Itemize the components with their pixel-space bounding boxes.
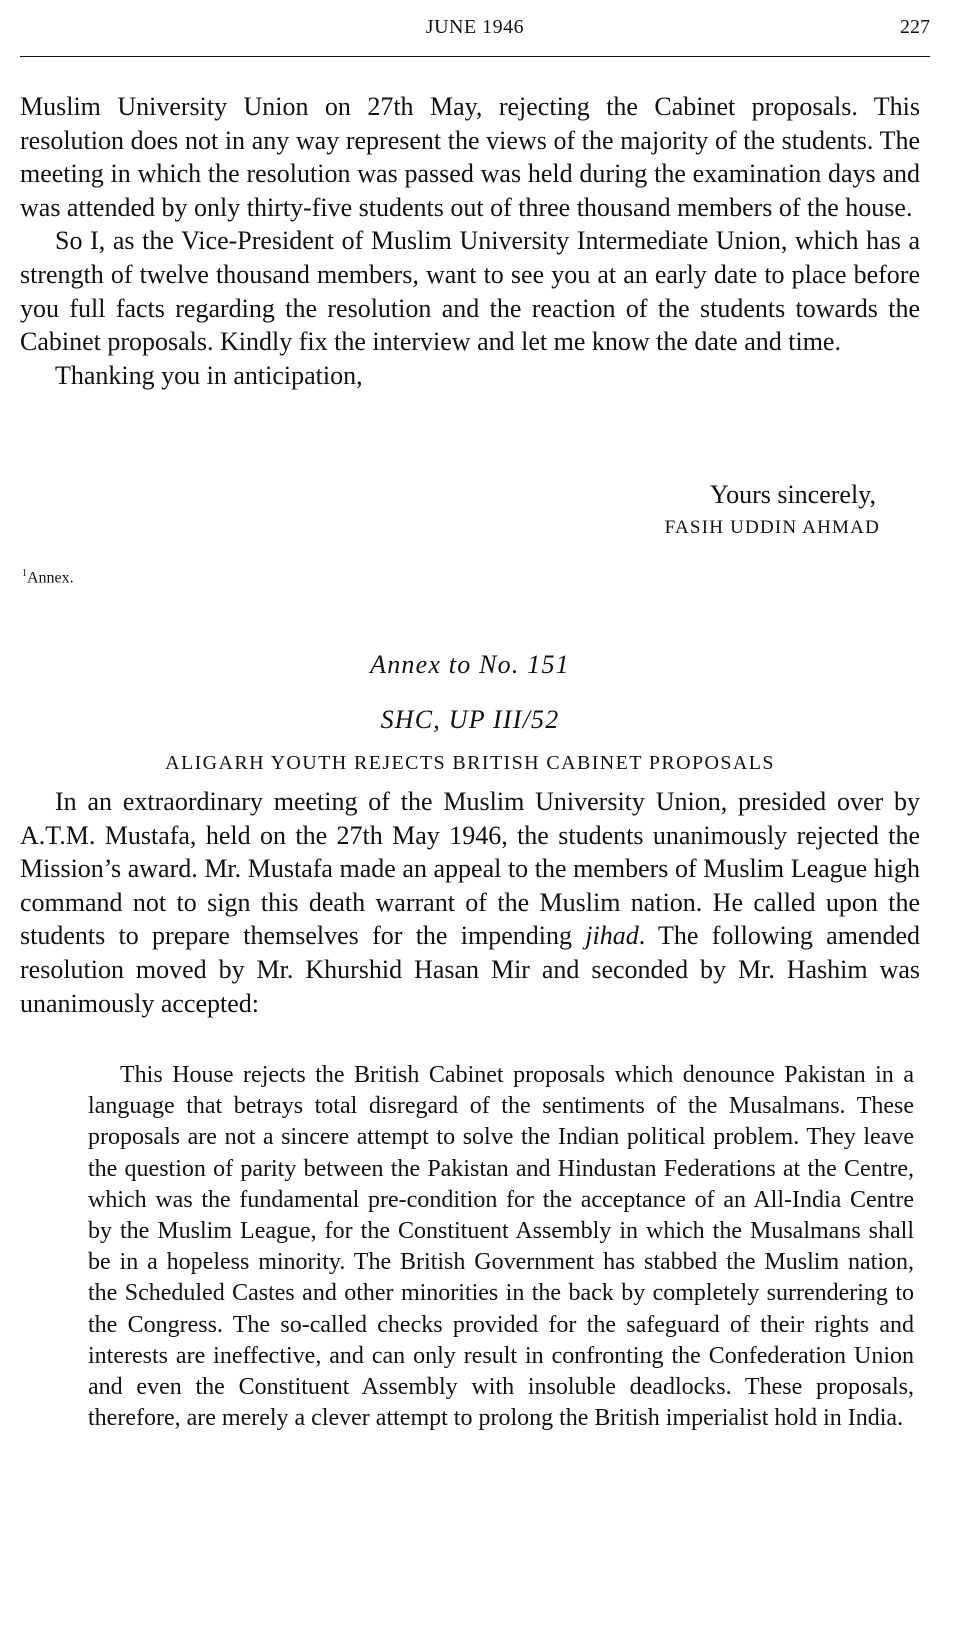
annex-headline: ALIGARH YOUTH REJECTS BRITISH CABINET PROPOSALS	[165, 752, 775, 774]
signature: FASIH UDDIN AHMAD	[664, 517, 880, 538]
resolution-quote: This House rejects the British Cabinet proposals which denounce Pakistan in a language that betrays total disregard of the sentiments of the Musalmans. These proposals are not a sincere attempt to solve the Indian political problem. They leave the question of parity between the Pakistan and Hindustan Federations at the Centre, which was the fundamental pre-condition for the acceptance of an All-India Centre by the Muslim League, for the Constituent Assembly in which the Musalmans shall be in a hopeless minority. The British Government has stabbed the Muslim nation, the Scheduled Castes and other minorities in the back by completely surrendering to the Congress. The so-called checks provided for the safeguard of their rights and interests are ineffective, and can only result in confronting the Confederation Union and even the Constituent Assembly with insoluble deadlocks. These proposals, therefore, are merely a clever attempt to prolong the British imperialist hold in India.	[88, 1062, 914, 1432]
intro-text-before: In an extraordinary meeting of the Muslim University Union, presided over by A.T.M. Mustafa, held on the 27th May 1946, the students unanimously rejected the Mission’s award. Mr. Mustafa made an appeal to the members of Muslim League high command not to sign this death warrant of the Muslim nation. He called upon the students to prepare themselves for the impending	[20, 787, 920, 951]
page-number: 227	[900, 16, 930, 38]
closing-salutation: Yours sincerely,	[709, 480, 876, 509]
intro-text-after: . The following amended resolution moved by Mr. Khurshid Hasan Mir and seconded by Mr. Hashim was unanimously accepted:	[20, 921, 921, 1018]
intro-italic-term: jihad	[585, 921, 639, 951]
letter-paragraph-2: So I, as the Vice-President of Muslim University Intermediate Union, which has a strength of twelve thousand members, want to see you at an early date to place before you full facts regarding the resolution and the reaction of the students towards the Cabinet proposals. Kindly fix the interview and let me know the date and time.	[20, 226, 920, 357]
header-rule	[20, 56, 930, 57]
annex-intro	[20, 785, 920, 1020]
annex-title: Annex to No. 151	[370, 650, 570, 679]
annex-intro-paragraph	[20, 785, 920, 1020]
letter-paragraph-3: Thanking you in anticipation,	[55, 360, 363, 390]
running-head	[20, 16, 930, 46]
letter-paragraph-1: Muslim University Union on 27th May, rejecting the Cabinet proposals. This resolution does not in any way represent the views of the majority of the students. The meeting in which the resolution was passed was held during the examination days and was attended by only thirty-five students out of three thousand members of the house.	[20, 92, 920, 222]
footnote-text: Annex.	[27, 569, 74, 587]
annex-reference: SHC, UP III/52	[380, 705, 560, 734]
running-title: JUNE 1946	[425, 16, 525, 38]
footnote	[22, 568, 74, 587]
letter-body	[20, 90, 920, 392]
footnote-marker: 1	[22, 568, 27, 579]
letter-closing	[664, 478, 880, 544]
